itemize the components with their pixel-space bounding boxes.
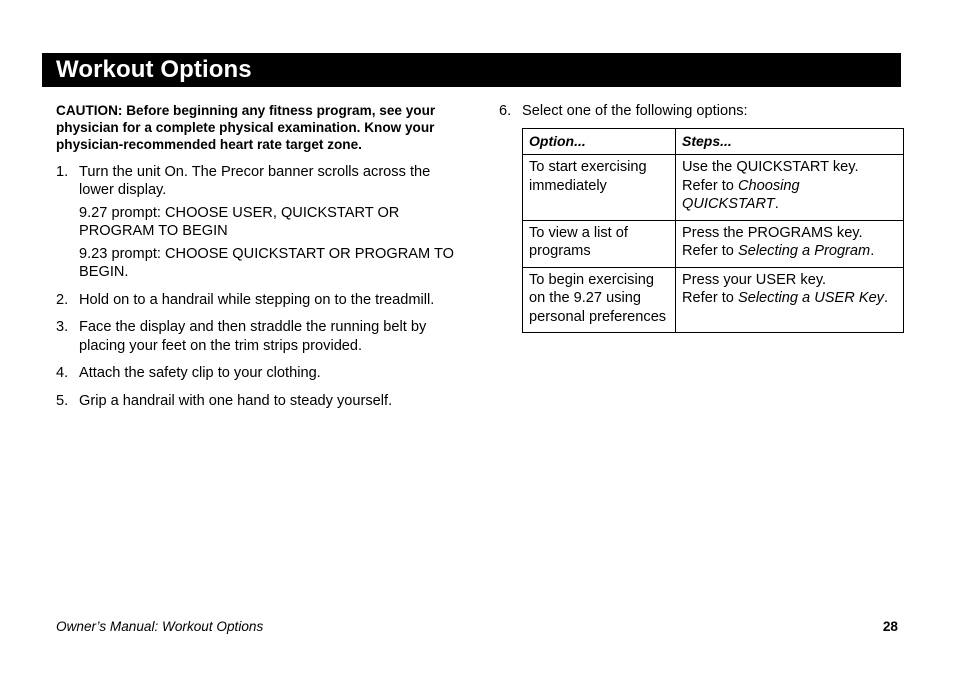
step-text: Grip a handrail with one hand to steady yourself. [79, 392, 393, 409]
refer-line [682, 177, 897, 214]
refer-suffix: . [774, 196, 779, 212]
page-title: Workout Options [56, 56, 252, 83]
step-number: 3. [56, 319, 69, 336]
step-instruction: Press the PROGRAMS key. [682, 224, 863, 241]
footer-title: Owner’s Manual: Workout Options [56, 619, 264, 634]
options-table [522, 128, 904, 334]
step-number: 2. [56, 291, 69, 308]
step-text: Attach the safety clip to your clothing. [79, 365, 321, 382]
prompt-line [79, 245, 460, 282]
refer-suffix: . [870, 243, 875, 259]
step-item-2 [56, 291, 460, 310]
refer-suffix: . [883, 290, 889, 306]
steps-cell [676, 155, 904, 221]
refer-link[interactable]: Selecting a Program [737, 243, 871, 259]
option-cell: To begin exercising on the 9.27 using personal preferences [523, 267, 676, 333]
table-row [523, 220, 904, 267]
prompt-prefix: 9.23 prompt: [79, 245, 165, 262]
step-instruction: Use the QUICKSTART key. [682, 159, 859, 175]
header-steps: Steps... [676, 128, 904, 155]
page-number: 28 [882, 619, 898, 634]
step-instruction: Press your USER key. [682, 271, 827, 288]
step-number: 5. [56, 392, 69, 409]
refer-prefix: Refer to [682, 243, 738, 259]
right-column [499, 102, 905, 333]
step-number: 6. [499, 103, 512, 119]
caution-text: CAUTION: Before beginning any fitness program, see your physician for a complete physical examination. Know your physician-recommended heart rate target zone. [56, 103, 436, 153]
header-option: Option... [523, 128, 676, 155]
step-item-3 [56, 318, 460, 355]
step-text: Hold on to a handrail while stepping on to the treadmill. [79, 291, 435, 308]
steps-list [56, 163, 460, 411]
refer-link[interactable]: Selecting a USER Key [737, 290, 884, 306]
prompt-line [79, 204, 460, 241]
table-header-row [523, 128, 904, 155]
step-item-5 [56, 392, 460, 411]
step-number: 1. [56, 163, 69, 180]
step-item-6 [499, 102, 905, 121]
step-text: Face the display and then straddle the running belt by placing your feet on the trim strips provided. [79, 319, 427, 354]
prompt-prefix: 9.27 prompt: [79, 204, 165, 221]
steps-cell [676, 220, 904, 267]
table-row [523, 267, 904, 333]
step-item-1 [56, 163, 460, 282]
refer-line [682, 289, 897, 308]
prompt-value: CHOOSE USER, QUICKSTART OR PROGRAM TO BEGIN [79, 204, 400, 240]
step-text: Turn the unit On. The Precor banner scrolls across the lower display. [79, 163, 431, 199]
left-column [56, 102, 460, 419]
option-cell: To start exercising immediately [523, 155, 676, 221]
step-number: 4. [56, 365, 69, 382]
step-text: Select one of the following options: [522, 103, 748, 119]
option-cell: To view a list of programs [523, 220, 676, 267]
refer-prefix: Refer to [682, 290, 738, 306]
title-bar [42, 53, 901, 87]
table-row [523, 155, 904, 221]
step-item-4 [56, 364, 460, 383]
prompt-value: CHOOSE QUICKSTART OR PROGRAM TO BEGIN. [79, 245, 454, 281]
refer-line [682, 242, 897, 261]
steps-cell [676, 267, 904, 333]
refer-prefix: Refer to [682, 177, 738, 194]
refer-link[interactable]: Choosing QUICKSTART [682, 177, 800, 212]
